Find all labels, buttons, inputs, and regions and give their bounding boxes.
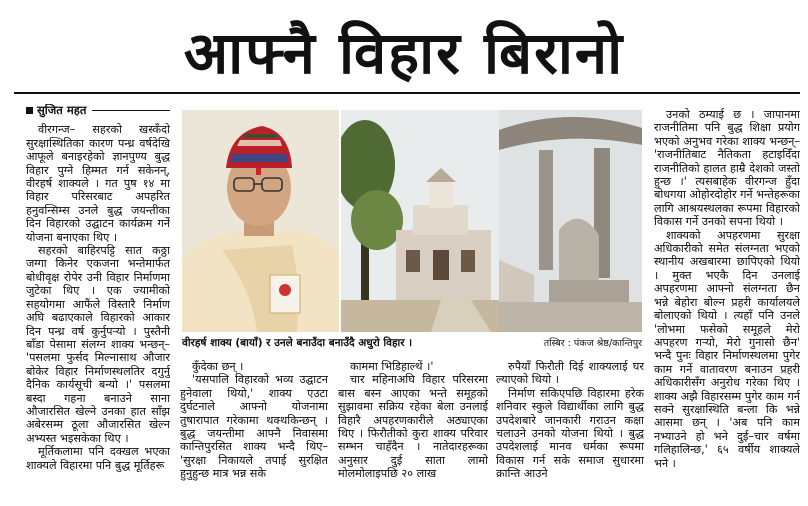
col4-paragraph: निर्माण सकिएपछि विहारमा हरेक शनिवार स्कुले विद्यार्थीका लागि बुद्ध उपदेशबारे जानकारी गराउन कक्षा चलाउने उनको योजना थियो । बुद्ध उपदेशलाई मानव धर्मका रूपमा विकास गर्न सके समाज सुधारमा क्रान्ति आउने bbox=[496, 386, 644, 481]
col2-paragraph: 'यसपालि विहारको भव्य उद्घाटन हुनेवाला थियो,' शाक्य एउटा दुर्घटनाले आफ्नो योजनामा तुषारापात गरेकामा थक्थकिन्छन् । बुद्ध जयन्तीमा आफ्नै निवासमा कान्तिपुरसित शाक्य भन्दै थिए– 'सुरक्षा निकायले तपाई सुरक्षित हुनुहुन्छ मात्र भन्न सके bbox=[180, 373, 328, 481]
vihara-stupa-photo bbox=[499, 110, 642, 332]
col3-paragraph: काममा भिडिहाल्थें ।' bbox=[350, 360, 434, 373]
byline-name: सुजित महत bbox=[37, 104, 87, 117]
headline-rule bbox=[14, 92, 800, 94]
col2-paragraph: कुँदेका छन् । bbox=[192, 360, 244, 373]
col1-paragraph: मूर्तिकलामा पनि दक्खल भएका शाक्यले विहारमा पनि बुद्ध मूर्तिहरू bbox=[26, 445, 170, 472]
col1-paragraph: सहरको बाहिरपट्टि सात कठ्ठा जग्गा किनेर एकजना भन्तेमार्फत बोधीवृक्ष रोपेर उनी विहार निर्माणमा जुटेका थिए । एक ज्यामीको सहयोगमा आफैंले विस्तारै निर्माण अघि बढाएकाले विहारको आकार दिन पन्ध्र वर्ष कुर्नुपर्‍यो । पुस्तैनी बाँडा पेसामा संलग्न शाक्य भन्छन्– 'पसलमा फुर्सद मिल्नासाथ औजार बोकेर विहार निर्माणस्थलतिर दगुर्नु दैनिक कार्यसूची बन्यो ।' पसलमा बस्दा गहना बनाउने साना औजारसित खेल्ने उनका हात साँझ अबेरसम्म ठूला औजारसित खेल्न अभ्यस्त भइसकेका थिए । bbox=[26, 244, 170, 445]
column-1 bbox=[26, 104, 170, 504]
portrait-photo bbox=[182, 110, 339, 332]
col3-paragraph: चार महिनाअघि विहार परिसरमा बास बस्न आएका भन्ते समूहको सुझावमा सक्रिय रहेका बेला उनलाई विहारै अपहरणकारीले अठ्याएका थिए । फिरौतीको कुरा शाक्य परिवार सम्भन चाहँदैन । नातेदारहरूका अनुसार दुई साता लामो मोलमोलाइपछि २० लाख bbox=[338, 373, 488, 481]
caption-text: वीरहर्ष शाक्य (बायाँ) र उनले बनाउँदा बनाउँदै अधुरो विहार । bbox=[182, 337, 413, 349]
byline bbox=[26, 104, 170, 117]
column-4 bbox=[496, 360, 644, 504]
column-2 bbox=[180, 360, 328, 504]
photo-caption bbox=[182, 336, 642, 350]
col5-paragraph: उनको ठम्याई छ । जापानमा राजनीतिमा पनि बुद्ध शिक्षा प्रयोग भएको अनुभव गरेका शाक्य भन्छन्– 'राजनीतिबाट नैतिकता हटाइदिँदा राजनीतिको हालत हाम्रै देशको जस्तो हुन्छ ।' त्यसबाहेक वीरगन्ज हुँदा बोधगया ओहोरदोहोर गर्ने भन्तेहरूका लागि आश्रयस्थलका रूपमा विहारको विकास गर्ने उनको सपना थियो । bbox=[654, 108, 800, 229]
col1-paragraph: वीरगन्ज– सहरको खस्कँदो सुरक्षास्थितिका कारण पन्ध्र वर्षदेखि आफूले बनाइरहेको ज्ञानपुण्य बुद्ध विहार पुग्ने हिम्मत गर्न सकेनन्, वीरहर्ष शाक्यले । गत पुष १४ मा विहार परिसरबाट अपहरित हनुवन्सिम्स उनले बुद्ध जयन्तीका दिन विहारको उद्घाटन कार्यक्रम गर्ने योजना बनाएका थिए । bbox=[26, 123, 170, 244]
vihara-building-photo bbox=[341, 110, 499, 332]
col5-paragraph: शाक्यको अपहरणमा सुरक्षा अधिकारीको समेत संलग्नता भएको स्थानीय अखबारमा छापिएको थियो । मुक्त भएकै दिन उनलाई अपहरणमा आफ्नो संलग्नता छैन भन्ने बेहोरा बोल्न प्रहरी कार्यालयले बोलाएको थियो । त्यहाँ पनि उनले 'लोभमा फसेको समूहले मेरो अपहरण गर्‍यो, मेरो गुनासो छैन' भन्दै पुनः विहार निर्माणस्थलमा पुगेर काम गर्ने वातावरण बनाउन प्रहरी अधिकारीसँग अनुरोध गरेका थिए । शाक्य अझै विहारसम्म पुगेर काम गर्न सक्ने सुरक्षास्थिति बन्ला कि भन्ने आसमा छन् । 'अब पनि काम नभ्याउने हो भने दुई–चार वर्षमा गलिहालिन्छ,' ६५ वर्षीय शाक्यले भने । bbox=[654, 228, 800, 470]
byline-rule bbox=[92, 110, 170, 111]
headline: आफ्नै विहार बिरानो bbox=[183, 19, 625, 87]
col4-paragraph: रुपैयाँ फिरौती दिई शाक्यलाई घर ल्याएको थियो । bbox=[496, 360, 644, 387]
byline-square-icon bbox=[26, 107, 33, 114]
column-3 bbox=[338, 360, 488, 504]
photo-credit: तस्बिर : पंकज श्रेष्ठ/कान्तिपुर bbox=[543, 338, 642, 349]
column-5 bbox=[654, 108, 800, 504]
